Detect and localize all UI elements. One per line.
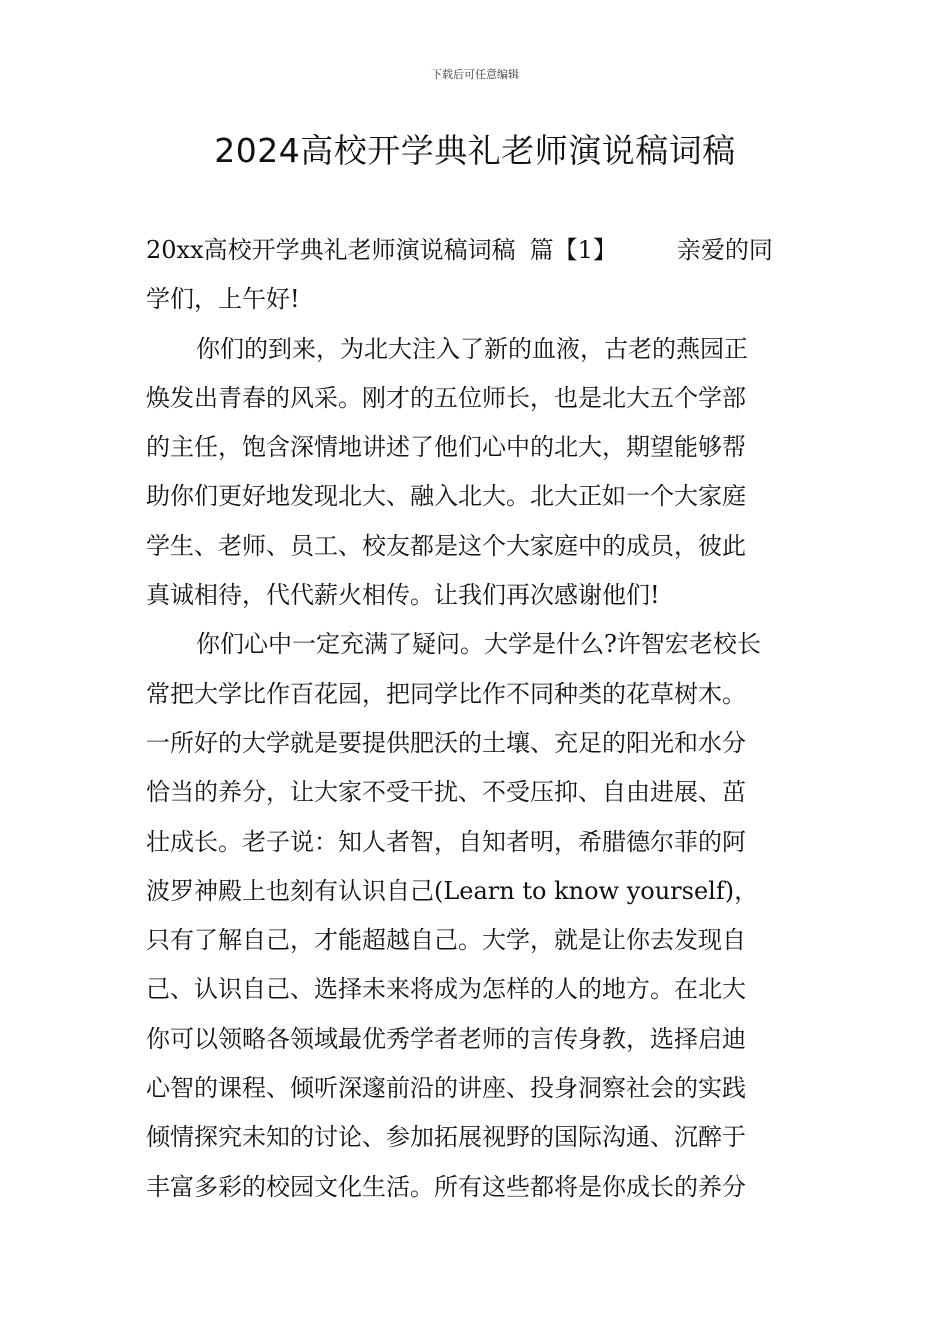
paragraph-2-line: 心智的课程、倾听深邃前沿的讲座、投身洞察社会的实践 (146, 1074, 746, 1103)
page-header: 下载后可任意编辑 (431, 68, 519, 81)
paragraph-2-line: 只有了解自己，才能超越自己。大学，就是让你去发现自 (146, 926, 746, 955)
paragraph-2-line: 你可以领略各领域最优秀学者老师的言传身教，选择启迪 (146, 1024, 746, 1053)
opening-section-marker: 篇【1】 (529, 236, 617, 264)
paragraph-1-line: 焕发出青春的风采。刚才的五位师长，也是北大五个学部 (146, 383, 746, 412)
paragraph-1-line: 真诚相待，代代薪火相传。让我们再次感谢他们! (146, 581, 660, 610)
paragraph-1-line: 助你们更好地发现北大、融入北大。北大正如一个大家庭 (146, 482, 746, 511)
paragraph-2-line: 己、认识自己、选择未来将成为怎样的人的地方。在北大 (146, 975, 746, 1004)
opening-line-1 (146, 226, 806, 275)
paragraph-1-line: 学生、老师、员工、校友都是这个大家庭中的成员，彼此 (146, 531, 746, 560)
opening-line-2: 学们，上午好! (146, 285, 300, 314)
paragraph-1-line: 的主任，饱含深情地讲述了他们心中的北大，期望能够帮 (146, 433, 746, 462)
document-body (146, 226, 806, 1212)
paragraph-2-line: 丰富多彩的校园文化生活。所有这些都将是你成长的养分 (146, 1172, 746, 1201)
opening-heading: 20xx高校开学典礼老师演说稿词稿 (146, 236, 516, 264)
paragraph-2-line: 壮成长。老子说：知人者智，自知者明，希腊德尔菲的阿 (146, 827, 746, 856)
paragraph-2-line: 恰当的养分，让大家不受干扰、不受压抑、自由进展、茁 (146, 778, 746, 807)
paragraph-2-line: 一所好的大学就是要提供肥沃的土壤、充足的阳光和水分 (146, 728, 746, 757)
paragraph-2-line: 你们心中一定充满了疑问。大学是什么?许智宏老校长 (196, 630, 761, 659)
paragraph-1-line: 你们的到来，为北大注入了新的血液，古老的燕园正 (196, 334, 748, 363)
document-title: 2024高校开学典礼老师演说稿词稿 (214, 131, 736, 170)
paragraph-2-line: 波罗神殿上也刻有认识自己(Learn to know yourself)， (146, 876, 759, 905)
paragraph-2-line: 常把大学比作百花园，把同学比作不同种类的花草树木。 (146, 679, 746, 708)
paragraph-2-line: 倾情探究未知的讨论、参加拓展视野的国际沟通、沉醉于 (146, 1123, 746, 1152)
opening-salutation-start: 亲爱的同 (676, 236, 773, 264)
